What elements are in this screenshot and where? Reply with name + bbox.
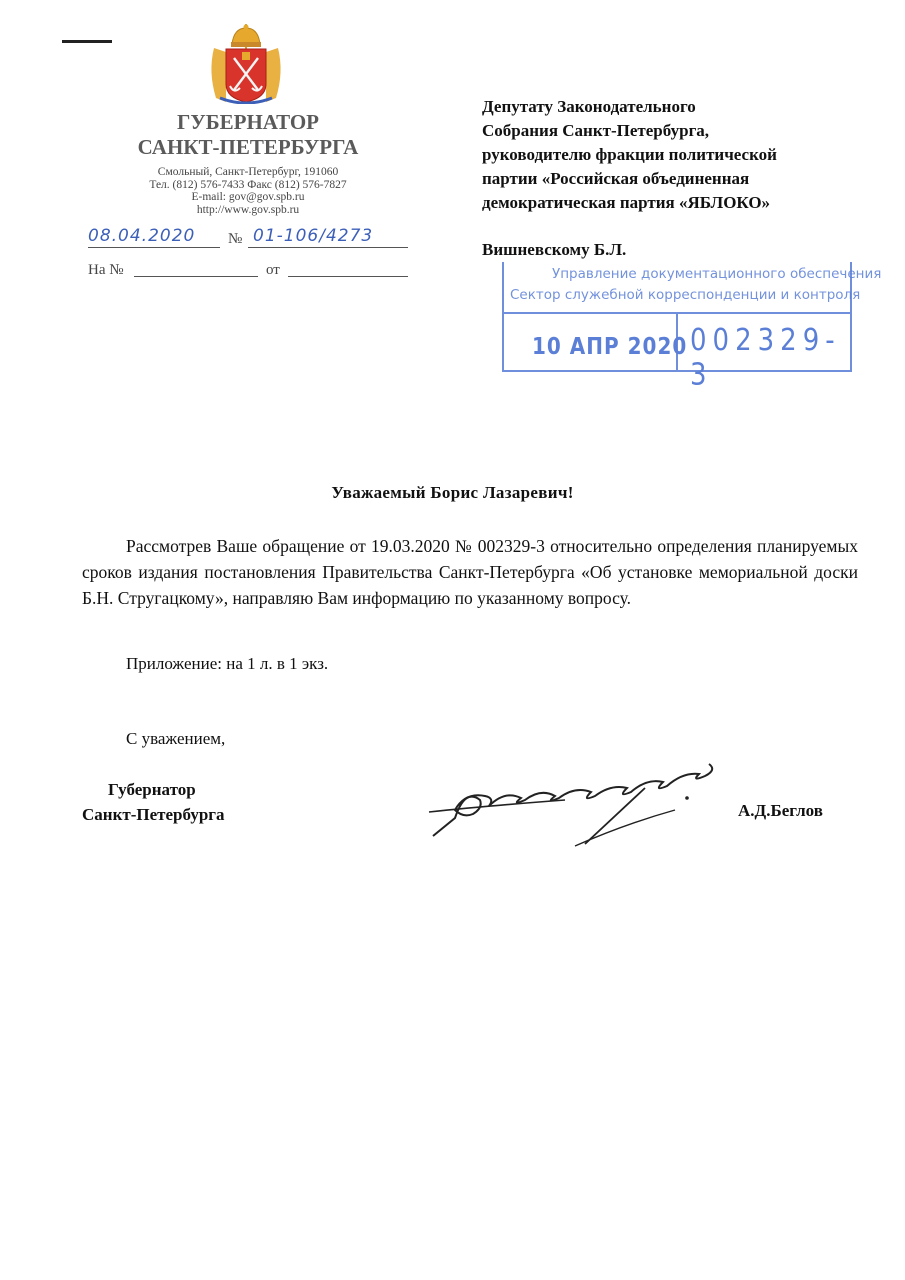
reference-number-label: На № xyxy=(88,262,124,278)
addressee-line: партии «Российская объединенная xyxy=(482,169,750,188)
letterhead-title-line1: ГУБЕРНАТОР xyxy=(176,110,320,134)
letterhead-phones: Тел. (812) 576-7433 Факс (812) 576-7827 xyxy=(149,178,347,191)
letterhead-website: http://www.gov.spb.ru xyxy=(196,203,300,216)
reference-date-label: от xyxy=(266,262,280,278)
letterhead-address: Смольный, Санкт-Петербург, 191060 xyxy=(157,166,339,178)
reference-date-underline xyxy=(288,276,408,277)
number-underline xyxy=(248,247,408,248)
addressee-block xyxy=(482,95,872,215)
addressee-line: руководителю фракции политической xyxy=(482,145,777,164)
spb-coat-of-arms-icon xyxy=(206,22,286,104)
signatory-name: А.Д.Беглов xyxy=(738,801,823,820)
addressee-line: Собрания Санкт-Петербурга, xyxy=(482,121,710,140)
addressee-line: демократическая партия «ЯБЛОКО» xyxy=(482,193,771,212)
closing: С уважением, xyxy=(126,729,226,748)
stamp-date: 10 АПР 2020 xyxy=(532,332,688,360)
stamp-number: 002329-3 xyxy=(690,323,841,393)
signatory-title-line1: Губернатор xyxy=(108,780,196,799)
date-underline xyxy=(88,247,220,248)
handwritten-signature xyxy=(425,748,725,848)
registration-stamp xyxy=(502,262,882,393)
outgoing-number-line xyxy=(88,226,418,252)
letter-body: Рассмотрев Ваше обращение от 19.03.2020 № 002329-3 относительно определения планируемых сроков издания постановления Правительства Санкт-Петербурга «Об установке мемориальной доски Б.Н. Стругацкому», направляю Вам информацию по указанному вопросу. xyxy=(82,536,858,608)
letterhead-title-line2: САНКТ-ПЕТЕРБУРГА xyxy=(137,135,359,159)
letterhead-email: E-mail: gov@gov.spb.ru xyxy=(191,191,305,203)
attachment-note: Приложение: на 1 л. в 1 экз. xyxy=(126,654,329,673)
greeting: Уважаемый Борис Лазаревич! xyxy=(331,483,574,502)
stamp-department: Управление документационного обеспечения xyxy=(552,266,882,282)
reference-line xyxy=(88,262,418,284)
outgoing-number-sign: № xyxy=(228,231,243,247)
stamp-sector: Сектор служебной корреспонденции и контроля xyxy=(510,287,861,303)
addressee-name: Вишневскому Б.Л. xyxy=(482,240,627,259)
letterhead-contacts xyxy=(110,166,386,216)
reference-number-underline xyxy=(134,276,258,277)
signatory-title-line2: Санкт-Петербурга xyxy=(82,805,225,824)
corner-mark xyxy=(62,40,112,43)
outgoing-date: 08.04.2020 xyxy=(88,226,196,246)
letterhead xyxy=(110,110,386,216)
signatory-title xyxy=(82,777,262,827)
outgoing-number: 01-106/4273 xyxy=(253,226,374,246)
addressee-line: Депутату Законодательного xyxy=(482,97,696,116)
